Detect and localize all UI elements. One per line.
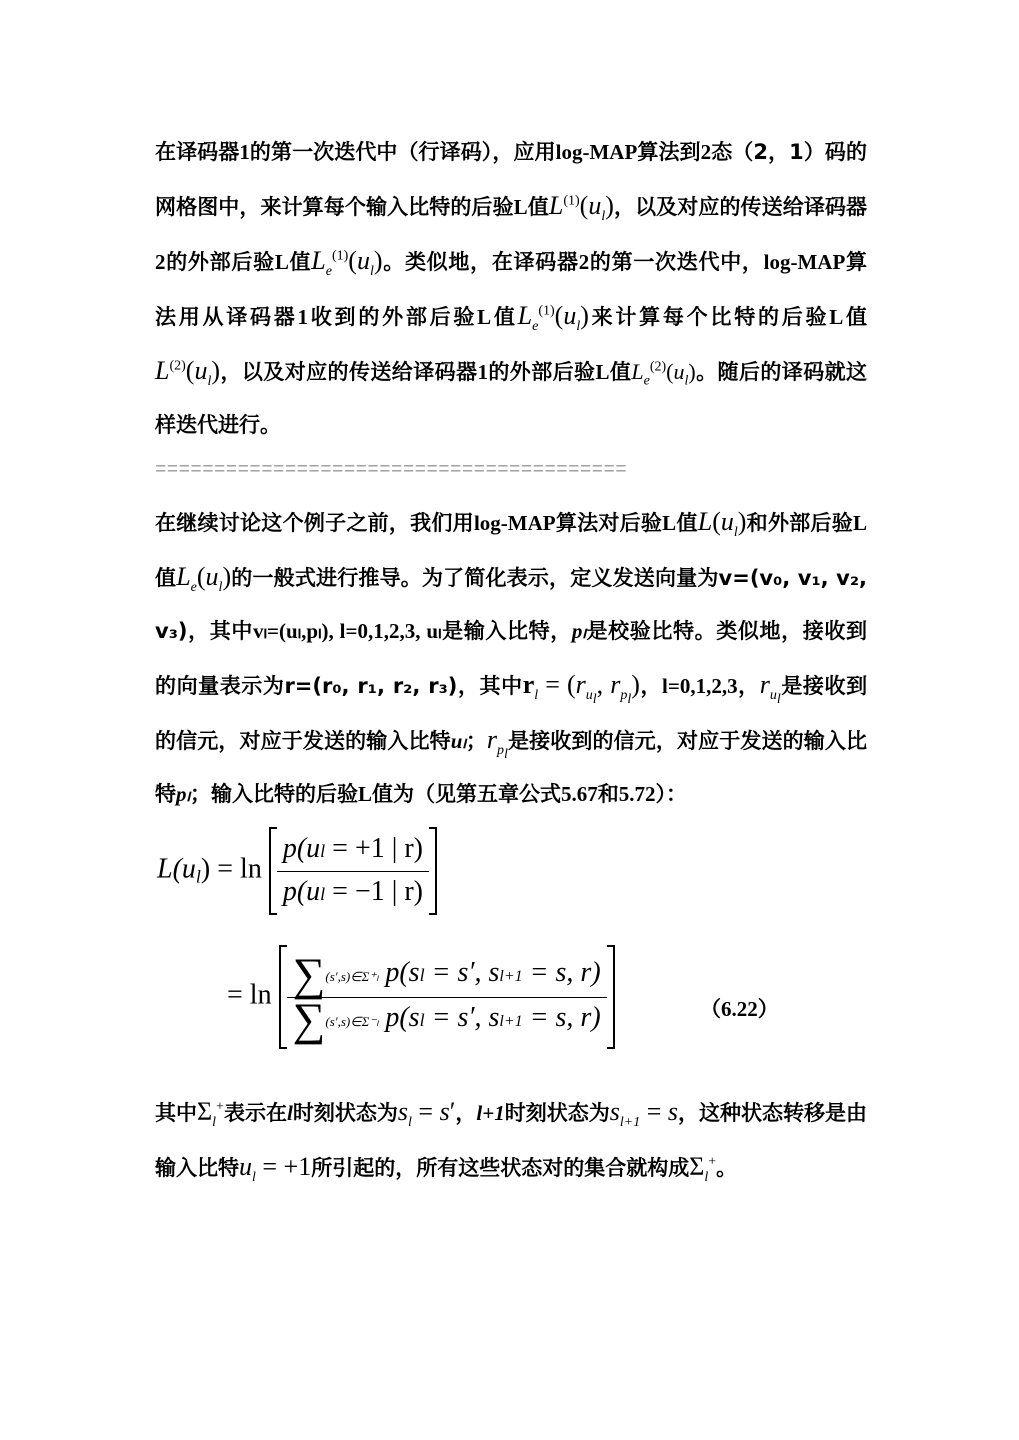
math-r-pl: $r_{p_l}$: [486, 725, 508, 762]
math-Le-ul: $L_e(u_l)$: [176, 562, 232, 596]
paragraph-1: 在译码器1的第一次迭代中（行译码），应用log-MAP算法到2态（2，1）码的网格图中，来计算每个输入比特的后验L值$L^{(1)}(u_l)$，以及对应的传送给译码器2的外部后验L值$L_e^{(1)}(u_l)$。类似地，在译码器2的第一次迭代中，log-MAP算法用从译码器1收到的外部后验L值$L_e^{(1)}(u_l)$来计算每个比特的后验L值$L^{(2)}(u_l)$，以及对应的传送给译码器1的外部后验L值$L_e^{(2)}(u_l)$。随后的译码就这样迭代进行。: [155, 140, 868, 437]
math-sl1-eq-s: $s_{l+1} = s$: [609, 1097, 679, 1131]
math-sigma-plus: $\Sigma_l^+$: [197, 1097, 224, 1131]
math-r-ul: $r_{u_l}$: [759, 670, 781, 707]
separator-line: ========================================: [155, 459, 628, 481]
equation-number: （6.22）: [700, 997, 779, 1021]
paragraph-2: 在继续讨论这个例子之前，我们用log-MAP算法对后验L值$L(u_l)$和外部后验L值$L_e(u_l)$的一般式进行推导。为了简化表示，定义发送向量为v=(v₀, v₁, v₂, v₃)，其中vₗ=(uₗ,pₗ), l=0,1,2,3, uₗ是输入比特，pₗ是校验比特。类似地，接收到的向量表示为r=(r₀, r₁, r₂, r₃)，其中$r_l = (r_{u_l}$, $r_{p_l}$)，l=0,1,2,3，$r_{u_l}$是接收到的信元，对应于发送的输入比特uₗ；$r_{p_l}$是接收到的信元，对应于发送的输入比特pₗ；输入比特的后验L值为（见第五章公式5.67和5.72）：: [155, 507, 868, 806]
paragraph-3: 其中$\Sigma_l^+$表示在l时刻状态为$s_l = s'$，l+1时刻状态为$s_{l+1} = s$，这种状态转移是由输入比特$u_l = +1$所引起的，所有这些状态对的集合就构成$\Sigma_l^+$。: [155, 1097, 868, 1186]
equation-6-22: [155, 827, 867, 1077]
math-sl-eq-sprime: $s_l = s'$: [397, 1097, 456, 1131]
math-L2-ul: $L^{(2)}(u_l)$: [155, 356, 221, 390]
document-body: [155, 126, 867, 1195]
math-L-ul: $L(u_l)$: [697, 507, 747, 541]
math-Le2-ul: $L_e^{(2)}(u_l)$: [631, 359, 696, 389]
math-ul-eq-plus1: $u_l = +1$: [239, 1152, 312, 1186]
equation-line-1: L(ul) = ln $\frac{p(ul = +1 | r)}{p(ul = -1 | r)}$: [157, 827, 437, 915]
equation-line-2: = ln $\frac{\text{∑(s′,s)∈Σ⁺ₗ p(sl = s′, sl+1 = s, r)}}{\text{∑(s′,s)∈Σ⁻ₗ p(sl = s′, sl+1 = s, r)}}$: [227, 945, 615, 1049]
math-sigma-plus-2: $\Sigma_l^+$: [689, 1152, 717, 1186]
math-Le1-ul: $L_e^{(1)}(u_l)$: [311, 246, 383, 280]
math-L1-ul: $L^{(1)}(u_l)$: [548, 191, 614, 225]
math-rl-def: $r_l = (r_{u_l}$, $r_{p_l}$): [522, 670, 640, 707]
math-Le1-ul-2: $L_e^{(1)}(u_l)$: [517, 301, 589, 335]
